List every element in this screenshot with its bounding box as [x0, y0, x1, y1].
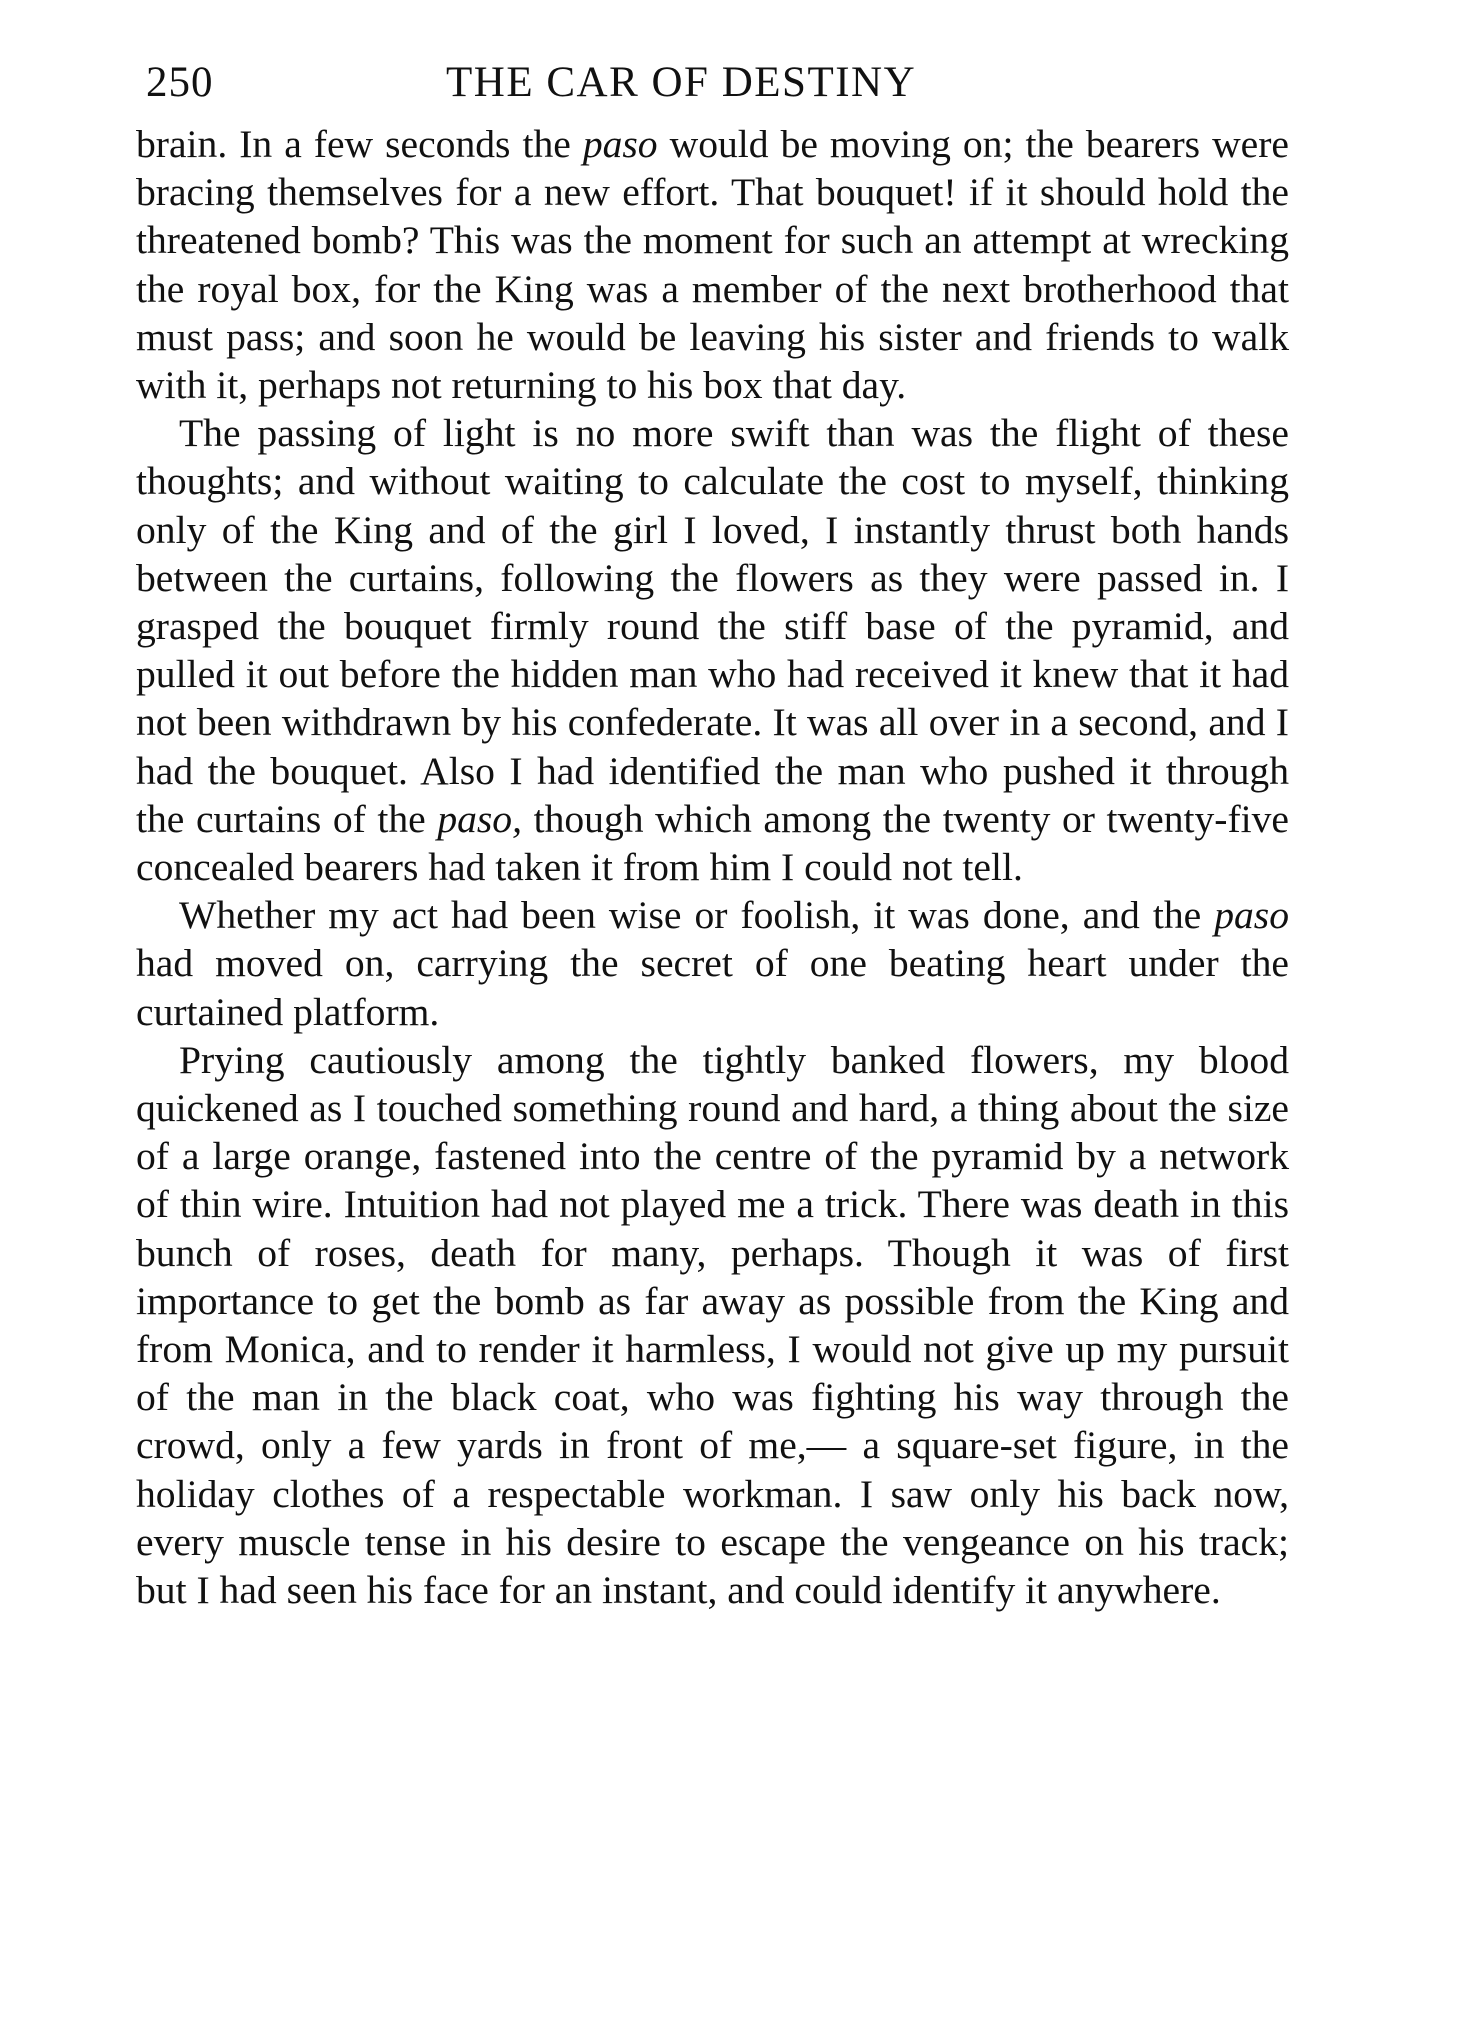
italic-text: paso,: [437, 796, 522, 841]
text-run: Prying cautiously among the tightly banked flowers, my blood quickened as I touched something round and hard, a thing about the size of a large orange, fastened into the centre of the pyramid by a network of thin wire. Intuition had not played me a trick. There was death in this bunch of roses, death for many, perhaps. Though it was of first importance to get the bomb as far away as possible from the King and from Monica, and to render it harmless, I would not give up my pursuit of the man in the black coat, who was fighting his way through the crowd, only a few yards in front of me,— a square-set figure, in the holiday clothes of a respectable workman. I saw only his back now, every muscle tense in his desire to escape the vengeance on his track; but I had seen his face for an instant, and could identify it anywhere.: [136, 1037, 1289, 1613]
paragraph: [136, 891, 1289, 1036]
text-run: brain. In a few seconds the: [136, 122, 583, 166]
text-run: though which among the twenty or twenty-five concealed bearers had taken it from him I could not tell.: [136, 796, 1289, 890]
italic-text: paso: [1214, 893, 1289, 938]
page-header: [136, 50, 1289, 120]
italic-text: paso: [582, 122, 658, 166]
paragraph: [136, 120, 1289, 409]
text-run: The passing of light is no more swift than was the flight of these thoughts; and without waiting to calculate the cost to myself, thinking only of the King and of the girl I loved, I instantly thrust both hands between the curtains, following the flowers as they were passed in. I grasped the bouquet firmly round the stiff base of the pyramid, and pulled it out before the hidden man who had received it knew that it had not been withdrawn by his confederate. It was all over in a second, and I had the bouquet. Also I had identified the man who pushed it through the curtains of the: [136, 411, 1289, 841]
text-run: Whether my act had been wise or foolish, it was done, and the: [179, 893, 1215, 938]
body-text: [136, 120, 1289, 1614]
running-title: THE CAR OF DESTINY: [446, 59, 917, 106]
page-number: 250: [146, 59, 214, 106]
book-page: [136, 50, 1289, 1614]
paragraph: [136, 1036, 1289, 1614]
paragraph: [136, 409, 1289, 891]
text-run: would be moving on; the bearers were bracing themselves for a new effort. That bouquet! if it should hold the threatened bomb? This was the moment for such an attempt at wrecking the royal box, for the King was a member of the next brotherhood that must pass; and soon he would be leaving his sister and friends to walk with it, perhaps not returning to his box that day.: [136, 122, 1289, 408]
text-run: had moved on, carrying the secret of one beating heart under the curtained platform.: [136, 941, 1289, 1034]
